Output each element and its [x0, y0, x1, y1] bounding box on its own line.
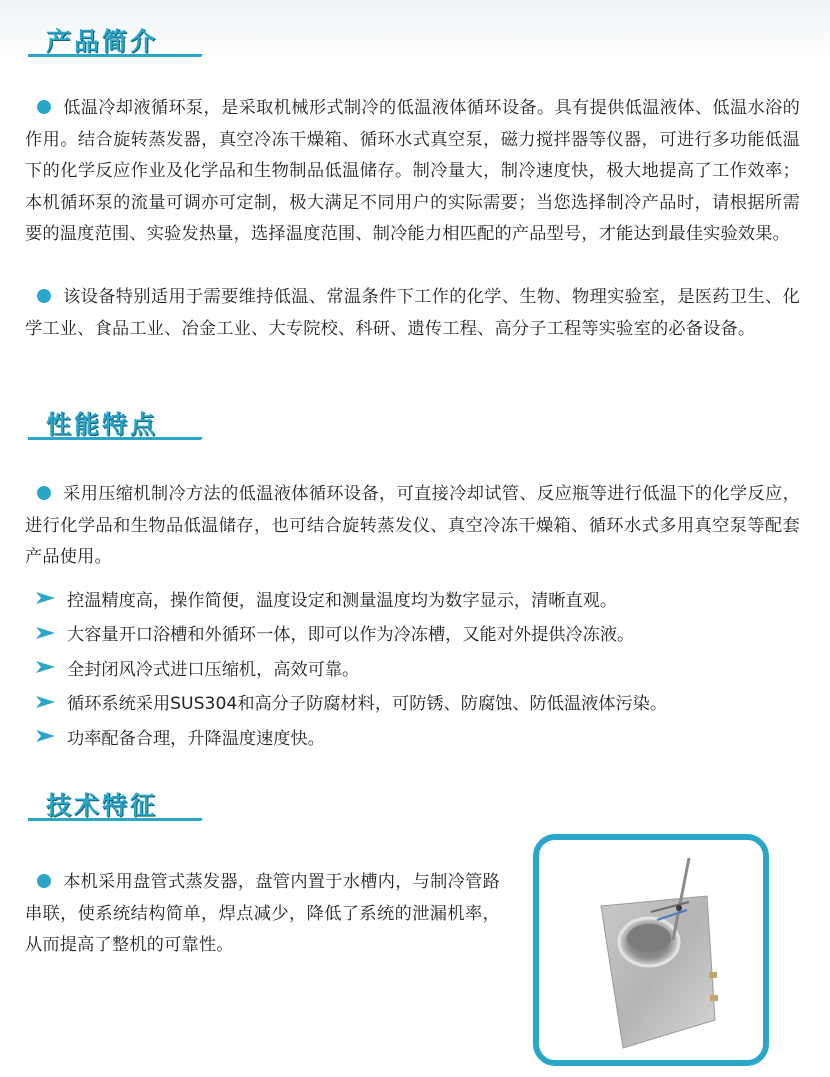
section-title-tech: 技术特征 [46, 791, 159, 820]
feature-item-text: 功率配备合理，升降温度速度快。 [67, 728, 325, 749]
arrow-right-icon [35, 659, 57, 675]
section-title-features: 性能特点 [46, 410, 159, 439]
circle-bullet-icon [37, 289, 51, 303]
features-text-1: 采用压缩机制冷方法的低温液体循环设备，可直接冷却试管、反应瓶等进行低温下的化学反应，进行化学品和生物品低温储存，也可结合旋转蒸发仪、真空冷冻干燥箱、循环水式多用真空泵等配套产品使用。 [25, 484, 800, 567]
tech-paragraph-1 [25, 867, 500, 962]
product-illustration [539, 840, 763, 1060]
section-title-intro: 产品简介 [46, 27, 159, 56]
product-photo [533, 834, 769, 1066]
intro-text-1: 低温冷却液循环泵，是采取机械形式制冷的低温液体循环设备。具有提供低温液体、低温水浴的作用。结合旋转蒸发器，真空冷冻干燥箱、循环水式真空泵，磁力搅拌器等仪器，可进行多功能低温下的化学反应作业及化学品和生物制品低温储存。制冷量大，制冷速度快，极大地提高了工作效率；本机循环泵的流量可调亦可定制，极大满足不同用户的实际需要；当您选择制冷产品时，请根据所需要的温度范围、实验发热量，选择温度范围、制冷能力相匹配的产品型号，才能达到最佳实验效果。 [25, 98, 800, 244]
intro-paragraph-1 [25, 93, 800, 251]
section-heading-intro [28, 22, 196, 58]
feature-list [35, 581, 805, 754]
list-item [35, 581, 805, 616]
list-item [35, 650, 805, 685]
feature-item-text: 大容量开口浴槽和外循环一体，即可以作为冷冻槽，又能对外提供冷冻液。 [67, 625, 635, 646]
list-item [35, 616, 805, 651]
intro-paragraph-2 [25, 282, 800, 345]
feature-item-text: 全封闭风冷式进口压缩机，高效可靠。 [67, 659, 360, 680]
list-item [35, 719, 805, 754]
features-paragraph-1 [25, 479, 800, 574]
feature-item-text: 循环系统采用SUS304和高分子防腐材料，可防锈、防腐蚀、防低温液体污染。 [67, 694, 668, 715]
arrow-right-icon [35, 728, 57, 744]
circle-bullet-icon [37, 100, 51, 114]
list-item [35, 685, 805, 720]
arrow-right-icon [35, 590, 57, 606]
arrow-right-icon [35, 625, 57, 641]
section-heading-features [28, 405, 196, 441]
circle-bullet-icon [37, 874, 51, 888]
feature-item-text: 控温精度高，操作简便，温度设定和测量温度均为数字显示，清晰直观。 [67, 590, 618, 611]
tech-text-1: 本机采用盘管式蒸发器，盘管内置于水槽内，与制冷管路串联，使系统结构简单，焊点减少，降低了系统的泄漏机率，从而提高了整机的可靠性。 [25, 872, 500, 955]
arrow-right-icon [35, 694, 57, 710]
section-heading-tech [28, 786, 196, 822]
circle-bullet-icon [37, 486, 51, 500]
intro-text-2: 该设备特别适用于需要维持低温、常温条件下工作的化学、生物、物理实验室，是医药卫生、化学工业、食品工业、冶金工业、大专院校、科研、遗传工程、高分子工程等实验室的必备设备。 [25, 287, 800, 339]
